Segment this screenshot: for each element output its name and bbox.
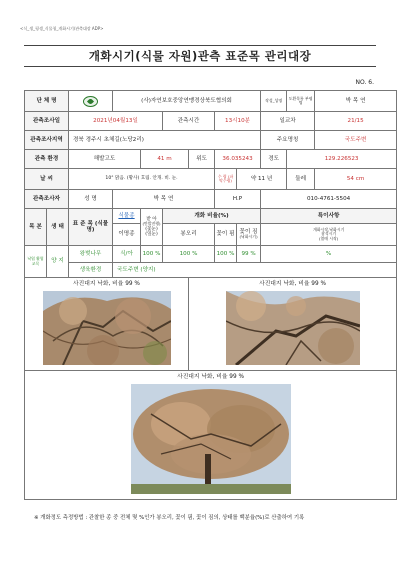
col-species: 식물종 bbox=[113, 209, 141, 224]
altitude-label: 해발고도 bbox=[69, 150, 141, 169]
special-group: 특이사항 bbox=[261, 209, 397, 224]
row-v4: 99 % bbox=[237, 246, 261, 263]
row-v5: % bbox=[261, 246, 397, 263]
col-bloom-b: (만발진행) bbox=[142, 221, 161, 227]
site-label: 관측조사지역 bbox=[25, 131, 69, 150]
row-v2: 100 % bbox=[163, 246, 215, 263]
day-range-value: 21/15 bbox=[315, 112, 397, 131]
register-table bbox=[24, 90, 397, 500]
footnote: ※ 개화정도 측정방법 : 관찰한 종 중 전체 몇 %인가 봉오리, 꽃이 핌, 꽃이 짐의, 상태를 백분율(%)로 산출하여 기록 bbox=[34, 515, 305, 521]
photo-tree-1 bbox=[43, 291, 171, 365]
col-bloom-d: (잎눈) bbox=[145, 231, 158, 237]
row-kind: 낙엽 활엽 교목 bbox=[25, 246, 47, 278]
col-special bbox=[261, 224, 397, 246]
col-bloom-c: (꽃눈) bbox=[145, 226, 158, 232]
weather-label: 날 씨 bbox=[25, 169, 69, 190]
row-v3: 100 % bbox=[215, 246, 237, 263]
obs-time-label: 관측시간 bbox=[163, 112, 215, 131]
rep-label: 작성_성명 bbox=[261, 91, 287, 112]
col-fall-sub: (낙화시기) bbox=[239, 234, 258, 240]
photo-tree-2 bbox=[226, 291, 360, 365]
photo-caption-1: 사진대지 낙화, 비율 99 % bbox=[73, 281, 140, 287]
day-range-label: 일교차 bbox=[261, 112, 315, 131]
col-plant: 표 준 목 (식물명) bbox=[69, 209, 113, 246]
photo-caption-2: 사진대지 낙화, 비율 99 % bbox=[259, 281, 326, 287]
stamp-label: 도환목록 부평명 bbox=[287, 91, 315, 112]
lat-value: 36.035243 bbox=[215, 150, 261, 169]
rep-name: 박 목 연 bbox=[315, 91, 397, 112]
col-bloom: 꽃이 핌 bbox=[215, 224, 237, 246]
altitude-value: 41 m bbox=[141, 150, 189, 169]
org-logo bbox=[69, 91, 113, 112]
weather-value: 10° 맑음. (황사) 흐림. 안개. 비. 눈. bbox=[69, 169, 215, 190]
obs-time-value: 13시10분 bbox=[215, 112, 261, 131]
tree-age-label: 수 령 (파악수령) bbox=[215, 169, 237, 190]
row-eco: 양 지 bbox=[47, 246, 69, 278]
org-label: 단 체 명 bbox=[25, 91, 69, 112]
col-fall-label: 꽃이 짐 bbox=[239, 229, 258, 236]
col-bloom-a: 받 아 bbox=[146, 216, 157, 222]
main-name-value: 국도주변 bbox=[315, 131, 397, 150]
page-title: 개화시기(식물 자원)관측 표준목 관리대장 bbox=[24, 45, 376, 67]
photo-tree-3 bbox=[131, 384, 291, 494]
row-sub: 식/아 bbox=[113, 246, 141, 263]
special-2: 참석시기 bbox=[321, 231, 337, 237]
tree-age-value: 약 11 년 bbox=[237, 169, 287, 190]
ratio-group: 개화 비율(%) bbox=[163, 209, 261, 224]
doc-number: NO. 6. bbox=[355, 79, 374, 86]
col-alias: 이명종 bbox=[113, 224, 141, 246]
col-bloom-state bbox=[141, 209, 163, 246]
observer-name-value: 박 목 연 bbox=[113, 190, 215, 209]
row-env-label: 생육환경 bbox=[69, 263, 113, 278]
main-name-label: 주요명칭 bbox=[261, 131, 315, 150]
row-env-value: 국도주변 (양지) bbox=[113, 263, 397, 278]
col-eco: 생 태 bbox=[47, 209, 69, 246]
lat-label: 위도 bbox=[189, 150, 215, 169]
col-woody: 목 본 bbox=[25, 209, 47, 246]
env-label: 관측 환경 bbox=[25, 150, 69, 169]
observer-name-label: 성 명 bbox=[69, 190, 113, 209]
girth-label: 둘레 bbox=[287, 169, 315, 190]
hp-label: H.P bbox=[215, 190, 261, 209]
row-v1: 100 % bbox=[141, 246, 163, 263]
girth-value: 54 cm bbox=[315, 169, 397, 190]
photo-caption-3: 사진대지 낙화, 비율 99 % bbox=[177, 374, 244, 381]
lon-label: 경도 bbox=[261, 150, 287, 169]
hp-value: 010-4761-5504 bbox=[261, 190, 397, 209]
col-bud: 봉오리 bbox=[163, 224, 215, 246]
special-1: 개화시작,낙화시기 bbox=[312, 226, 345, 232]
photo-cell-1 bbox=[25, 278, 189, 371]
special-3: (열매 시작) bbox=[318, 235, 339, 241]
photo-cell-2 bbox=[189, 278, 397, 371]
lon-value: 129.226523 bbox=[287, 150, 397, 169]
col-fall bbox=[237, 224, 261, 246]
obs-date-label: 관측조사일 bbox=[25, 112, 69, 131]
site-value: 경북 경주시 초체길(노당2리) bbox=[69, 131, 261, 150]
org-name: (사)자연보호중앙연맹경상북도협의회 bbox=[113, 91, 261, 112]
observer-label: 관측조사자 bbox=[25, 190, 69, 209]
row-plant: 왕벚나무 bbox=[69, 246, 113, 263]
obs-date-value: 2021년04월13일 bbox=[69, 112, 163, 131]
header-note: <식_생_평생_식물청_개화시기/관측대장 ADP> bbox=[20, 26, 104, 31]
org-logo-icon bbox=[83, 96, 98, 107]
photo-cell-3 bbox=[25, 371, 397, 500]
